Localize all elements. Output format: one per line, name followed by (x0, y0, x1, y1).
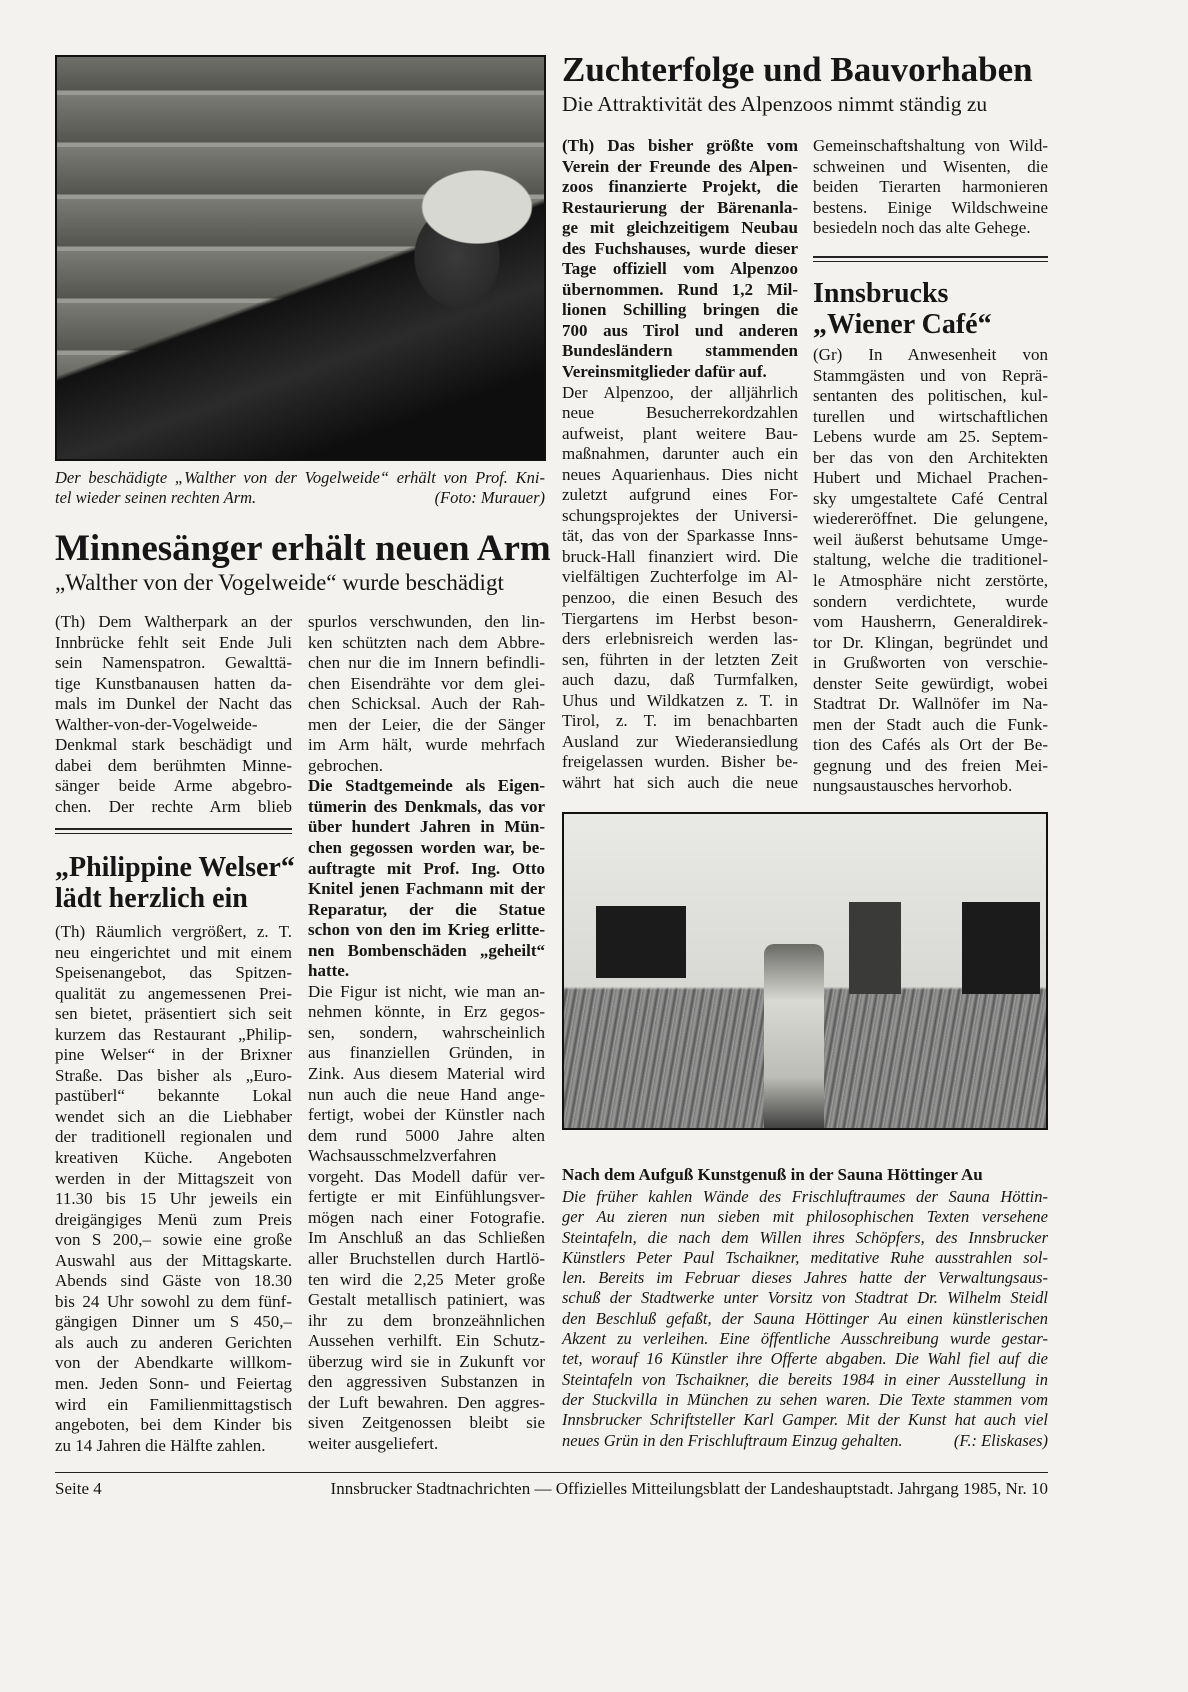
text-line: auch dazu, daß Turmfalken, (562, 670, 798, 690)
caption-line: neues Grün in den Frischluftraum Einzug gehalten. (562, 1430, 903, 1450)
text-line: Der Alpenzoo, der alljährlich (562, 382, 798, 402)
caption-line: ger Au zieren nun sieben mit philosophischen Texten versehene (562, 1207, 1048, 1227)
text-line: ber das von den Architekten (813, 447, 1048, 467)
text-line: men der Stadt auch die Funk- (813, 714, 1048, 734)
headline-line: „Philippine Welser“ (55, 852, 295, 883)
text-line: Ausland zur Wiederansiedlung (562, 731, 798, 751)
text-line: Zink. Aus diesem Material wird (308, 1064, 545, 1084)
text-line: Verein der Freunde des Alpen- (562, 156, 798, 176)
text-line: ders erlebnisreich werden las- (562, 629, 798, 649)
section-divider (813, 256, 1048, 262)
photo-sauna-artwork (562, 812, 1048, 1130)
headline-alpenzoo: Zuchterfolge und Bauvorhaben (562, 50, 1033, 89)
text-line: Im Anschluß an das Schließen (308, 1228, 545, 1248)
text-line: weiter ausgeliefert. (308, 1433, 439, 1453)
text-line: chen nur die im Innern befindli- (308, 653, 545, 673)
paragraph (308, 776, 545, 981)
text-line: Walther-von-der-Vogelweide- (55, 714, 258, 734)
text-line: schon von den im Krieg erlitte- (308, 920, 545, 940)
text-line: Stadtrat Dr. Wallnöfer im Na- (813, 694, 1048, 714)
text-line: lionen Schilling bringen die (562, 300, 798, 320)
caption-line: tel wieder seinen rechten Arm. (55, 488, 257, 508)
headline-wiener-cafe (813, 278, 992, 340)
text-line: chen. Der rechte Arm blieb (55, 796, 292, 816)
caption-line: Steintafeln von Tschaikner, die bereits 1984 in einer Ausstellung in (562, 1369, 1048, 1389)
text-line: aus finanziellen Gründen, in (308, 1043, 545, 1063)
text-line: vom Hausherrn, Generaldirek- (813, 612, 1048, 632)
text-line: sen, sondern, wahrscheinlich (308, 1022, 545, 1042)
subhead-minnesaenger: „Walther von der Vogelweide“ wurde beschädigt (55, 570, 504, 595)
text-line: zuletzt aufgrund eines For- (562, 485, 798, 505)
photo-caption (55, 468, 545, 509)
paragraph (813, 345, 1048, 797)
text-line: men. Jeden Sonn- und Feiertag (55, 1374, 292, 1394)
text-line: siven Zeitgenossen bleibt sie (308, 1413, 545, 1433)
text-line: überzug wird sie in Zukunft vor (308, 1351, 545, 1371)
caption-line: Steintafeln, die nach dem Willen ihres Schöpfers, des Innsbrucker (562, 1227, 1048, 1247)
text-line: nehmen könnte, in Erz gegos- (308, 1002, 545, 1022)
text-line: Uhus und Wildkatzen z. T. in (562, 690, 798, 710)
text-line: fertigte er mit Einfühlungsver- (308, 1187, 545, 1207)
text-line: Tirol, z. T. im benachbarten (562, 711, 798, 731)
text-line: von der Abendkarte willkom- (55, 1353, 292, 1373)
paragraph (562, 136, 798, 383)
caption-line: tet, worauf 16 Künstler ihre Offerte abgaben. Die Wahl fiel auf die (562, 1349, 1048, 1369)
stone-tablet (596, 906, 686, 978)
text-line: Innbrücke fehlt seit Ende Juli (55, 632, 292, 652)
publication-info: Innsbrucker Stadtnachrichten — Offizielles Mitteilungsblatt der Landeshauptstadt. Jahrgang 1985, Nr. 10 (330, 1479, 1048, 1498)
photo-credit: (F.: Eliskases) (953, 1430, 1048, 1450)
caption-line: Die früher kahlen Wände des Frischluftraumes der Sauna Höttin- (562, 1187, 1048, 1206)
text-line: von S 200,– sowie eine große (55, 1230, 292, 1250)
text-line: aller Bruchstellen durch Hartlö- (308, 1248, 545, 1268)
text-line: dem rund 5000 Jahre alten (308, 1125, 545, 1145)
text-line: besiedeln noch das alte Gehege. (813, 218, 1031, 238)
stone-tablet (962, 902, 1040, 994)
photo-walther-statue (55, 55, 546, 461)
text-line: (Th) Räumlich vergrößert, z. T. (55, 922, 292, 941)
article-column (55, 612, 292, 817)
page-footer (55, 1479, 1048, 1499)
text-line: der Luft bewahren. Den aggres- (308, 1392, 545, 1412)
text-line: gebrochen. (308, 755, 384, 775)
text-line: Bundesländern stammenden (562, 341, 798, 361)
text-line: qualität zu angemessenen Prei- (55, 983, 292, 1003)
paragraph (308, 612, 545, 776)
footer-rule (55, 1472, 1048, 1473)
text-line: bruck-Hall finanziert wird. Die (562, 546, 798, 566)
text-line: in Grußworten von verschie- (813, 653, 1048, 673)
text-line: ihr zu dem bronzeähnlichen (308, 1310, 545, 1330)
text-line: Die Figur ist nicht, wie man an- (308, 981, 545, 1001)
text-line: beiden Tierarten harmonieren (813, 177, 1048, 197)
text-line: Denkmal stark beschädigt und (55, 735, 292, 755)
text-line: sky umgestaltete Café Central (813, 488, 1048, 508)
article-column (813, 345, 1048, 797)
text-line: sänger beide Arme abgebro- (55, 776, 292, 796)
text-line: auftragte mit Prof. Ing. Otto (308, 858, 545, 878)
text-line: ge mit gleichzeitigem Neubau (562, 218, 798, 238)
text-line: le Atmosphäre nicht zerstörte, (813, 571, 1048, 591)
text-line: Aussehen verhilft. Ein Schutz- (308, 1331, 545, 1351)
text-line: ken schützten nach dem Abbre- (308, 632, 545, 652)
text-line: staltung, welche die traditionel- (813, 550, 1048, 570)
text-line: Hubert und Michael Prachen- (813, 468, 1048, 488)
text-line: chen gegossen worden war, be- (308, 838, 545, 858)
text-line: mals im Dunkel der Nacht das (55, 694, 292, 714)
paragraph (55, 612, 292, 817)
text-line: Speisenangebot, das Spitzen- (55, 963, 292, 983)
text-line: wendet sich an die Liebhaber (55, 1106, 292, 1126)
text-line: chen Schicksal. Auch der Rah- (308, 694, 545, 714)
text-line: mögen nach einer Fotografie. (308, 1207, 545, 1227)
page-number: Seite 4 (55, 1479, 102, 1498)
caption-line: Der beschädigte „Walther von der Vogelweide“ erhält von Prof. Kni- (55, 468, 545, 487)
text-line: nungsaustausches hervorhob. (813, 776, 1013, 796)
text-line: men der Leier, die der Sänger (308, 714, 545, 734)
text-line: gängigen Dinner um S 450,– (55, 1312, 292, 1332)
text-line: vielfältigen Zuchterfolge im Al- (562, 567, 798, 587)
photo-credit: (Foto: Murauer) (434, 488, 545, 508)
text-line: werden in der Mittagszeit von (55, 1168, 292, 1188)
text-line: freigelassen wurden. Bisher be- (562, 752, 798, 772)
article-column (813, 136, 1048, 239)
headline-philippine-welser (55, 852, 295, 914)
text-line: neues Aquarienhaus. Dies nicht (562, 464, 798, 484)
text-line: (Th) Das bisher größte vom (562, 136, 798, 155)
text-line: penzoo, die einen Besuch des (562, 588, 798, 608)
text-line: sondern verdichtete, wurde (813, 591, 1048, 611)
text-line: den aggressiven Substanzen in (308, 1372, 545, 1392)
text-line: zoos finanzierte Projekt, die (562, 177, 798, 197)
text-line: tion des Cafés als Ort der Be- (813, 735, 1048, 755)
text-line: Gestalt metallisch patiniert, was (308, 1290, 545, 1310)
section-divider (55, 828, 292, 834)
caption-line: Künstlers Peter Paul Tschaikner, meditative Ruhe ausstrahlen sol- (562, 1247, 1048, 1267)
text-line: schungsprojektes der Universi- (562, 505, 798, 525)
text-line: ten wird die 2,25 Meter große (308, 1269, 545, 1289)
headline-line: lädt herzlich ein (55, 883, 248, 914)
text-line: turellen und wirtschaftlichen (813, 406, 1048, 426)
text-line: weil äußerst behutsame Umge- (813, 529, 1048, 549)
text-line: Auswahl aus der Mittagskarte. (55, 1250, 292, 1270)
text-line: tät, das von der Sparkasse Inns- (562, 526, 798, 546)
paragraph (813, 136, 1048, 239)
text-line: tümerin des Denkmals, das vor (308, 796, 545, 816)
text-line: tige Kunstbanausen hatten da- (55, 673, 292, 693)
text-line: Knitel jenen Fachmann mit der (308, 879, 545, 899)
article-column (562, 136, 798, 794)
text-line: schweinen und Wisenten, die (813, 156, 1048, 176)
text-line: (Gr) In Anwesenheit von (813, 345, 1048, 364)
text-line: Straße. Das bisher als „Euro- (55, 1065, 292, 1085)
text-line: maßnahmen, darunter auch ein (562, 444, 798, 464)
caption-line: Innsbrucker Schriftsteller Karl Gamper. Mit der Kunst hat auch viel (562, 1410, 1048, 1430)
text-line: aufweist, plant weitere Bau- (562, 423, 798, 443)
paragraph (55, 922, 292, 1456)
stone-tablet (849, 902, 901, 994)
text-line: Lebens wurde am 25. Septem- (813, 427, 1048, 447)
subhead-alpenzoo: Die Attraktivität des Alpenzoos nimmt ständig zu (562, 92, 988, 116)
text-line: übernommen. Rund 1,2 Mil- (562, 279, 798, 299)
headline-minnesaenger: Minnesänger erhält neuen Arm (55, 528, 551, 569)
text-line: chen Eisendrähte vor dem glei- (308, 673, 545, 693)
text-line: pastüberl“ bekannte Lokal (55, 1086, 292, 1106)
text-line: tor Dr. Klingan, begründet und (813, 632, 1048, 652)
text-line: im Arm hält, wurde mehrfach (308, 735, 545, 755)
text-line: nen Bombenschäden „geheilt“ (308, 940, 545, 960)
caption-line: schuß der Stadtwerke unter Vorsitz von Stadtrat Dr. Wilhelm Steidl (562, 1288, 1048, 1308)
text-line: dreigängiges Menü zum Preis (55, 1209, 292, 1229)
headline-sauna: Nach dem Aufguß Kunstgenuß in der Sauna Höttinger Au (562, 1165, 983, 1184)
text-line: sentanten des politischen, kul- (813, 386, 1048, 406)
text-line: nun auch die neue Hand ange- (308, 1084, 545, 1104)
artist-figure (764, 944, 824, 1130)
paragraph (562, 383, 798, 794)
text-line: fertigt, wobei der Künstler nach (308, 1105, 545, 1125)
text-line: Vereinsmitglieder dafür auf. (562, 362, 767, 382)
text-line: vorgeht. Das Modell dafür ver- (308, 1166, 545, 1186)
text-line: gegnung und des freien Mei- (813, 755, 1048, 775)
text-line: pine Welser“ in der Brixner (55, 1045, 292, 1065)
text-line: als auch zu anderen Gerichten (55, 1332, 292, 1352)
text-line: spurlos verschwunden, den lin- (308, 612, 545, 631)
text-line: sen, führten in der letzten Zeit (562, 649, 798, 669)
text-line: neu eingerichtet und mit einem (55, 942, 292, 962)
text-line: bestens. Einige Wildschweine (813, 197, 1048, 217)
text-line: sein Namenspatron. Gewalttä- (55, 653, 292, 673)
text-line: bis 24 Uhr sowohl zu dem fünf- (55, 1291, 292, 1311)
text-line: über hundert Jahren in Mün- (308, 817, 545, 837)
caption-line: der Stuckvilla in München zu sehen waren. Die Texte stammen vom (562, 1389, 1048, 1409)
text-line: Abends sind Gäste von 18.30 (55, 1271, 292, 1291)
text-line: Restaurierung der Bärenanla- (562, 197, 798, 217)
text-line: währt hat sich auch die neue (562, 772, 798, 792)
headline-line: Innsbrucks (813, 278, 949, 309)
text-line: wiedereröffnet. Die gelungene, (813, 509, 1048, 529)
text-line: der traditionell regionalen und (55, 1127, 292, 1147)
text-line: wird ein Familienmittagstisch (55, 1394, 292, 1414)
text-line: Gemeinschaftshaltung von Wild- (813, 136, 1048, 155)
text-line: neue Besucherrekordzahlen (562, 403, 798, 423)
text-line: Tiergartens im Herbst beson- (562, 608, 798, 628)
caption-line: den Beschluß gefaßt, der Sauna Höttinger Au einen künstlerischen (562, 1308, 1048, 1328)
text-line: hatte. (308, 961, 350, 981)
article-column (308, 612, 545, 1454)
paragraph (308, 982, 545, 1455)
sauna-caption (562, 1187, 1048, 1451)
headline-line: „Wiener Café“ (813, 309, 992, 340)
text-line: denster Seite gewürdigt, wobei (813, 673, 1048, 693)
text-line: kreativen Küche. Angeboten (55, 1148, 292, 1168)
text-line: kurzem das Restaurant „Philip- (55, 1024, 292, 1044)
text-line: Reparatur, der die Statue (308, 899, 545, 919)
text-line: zu 14 Jahren die Hälfte zahlen. (55, 1435, 266, 1455)
text-line: des Fuchshauses, wurde dieser (562, 238, 798, 258)
caption-line: Akzent zu verleihen. Eine öffentliche Ausschreibung wurde gestar- (562, 1329, 1048, 1349)
text-line: Die Stadtgemeinde als Eigen- (308, 776, 545, 796)
text-line: (Th) Dem Waltherpark an der (55, 612, 292, 631)
text-line: dabei dem berühmten Minne- (55, 755, 292, 775)
text-line: 11.30 bis 15 Uhr jeweils ein (55, 1189, 292, 1209)
caption-line: len. Bereits im Februar dieses Jahres hatte der Verwaltungsaus- (562, 1268, 1048, 1288)
text-line: 700 aus Tirol und anderen (562, 320, 798, 340)
text-line: Stammgästen und von Reprä- (813, 365, 1048, 385)
text-line: Wachsausschmelzverfahren (308, 1146, 497, 1166)
text-line: sen bietet, präsentiert sich seit (55, 1004, 292, 1024)
text-line: Tage offiziell vom Alpenzoo (562, 259, 798, 279)
text-line: angeboten, bei dem Kinder bis (55, 1415, 292, 1435)
article-column (55, 922, 292, 1456)
